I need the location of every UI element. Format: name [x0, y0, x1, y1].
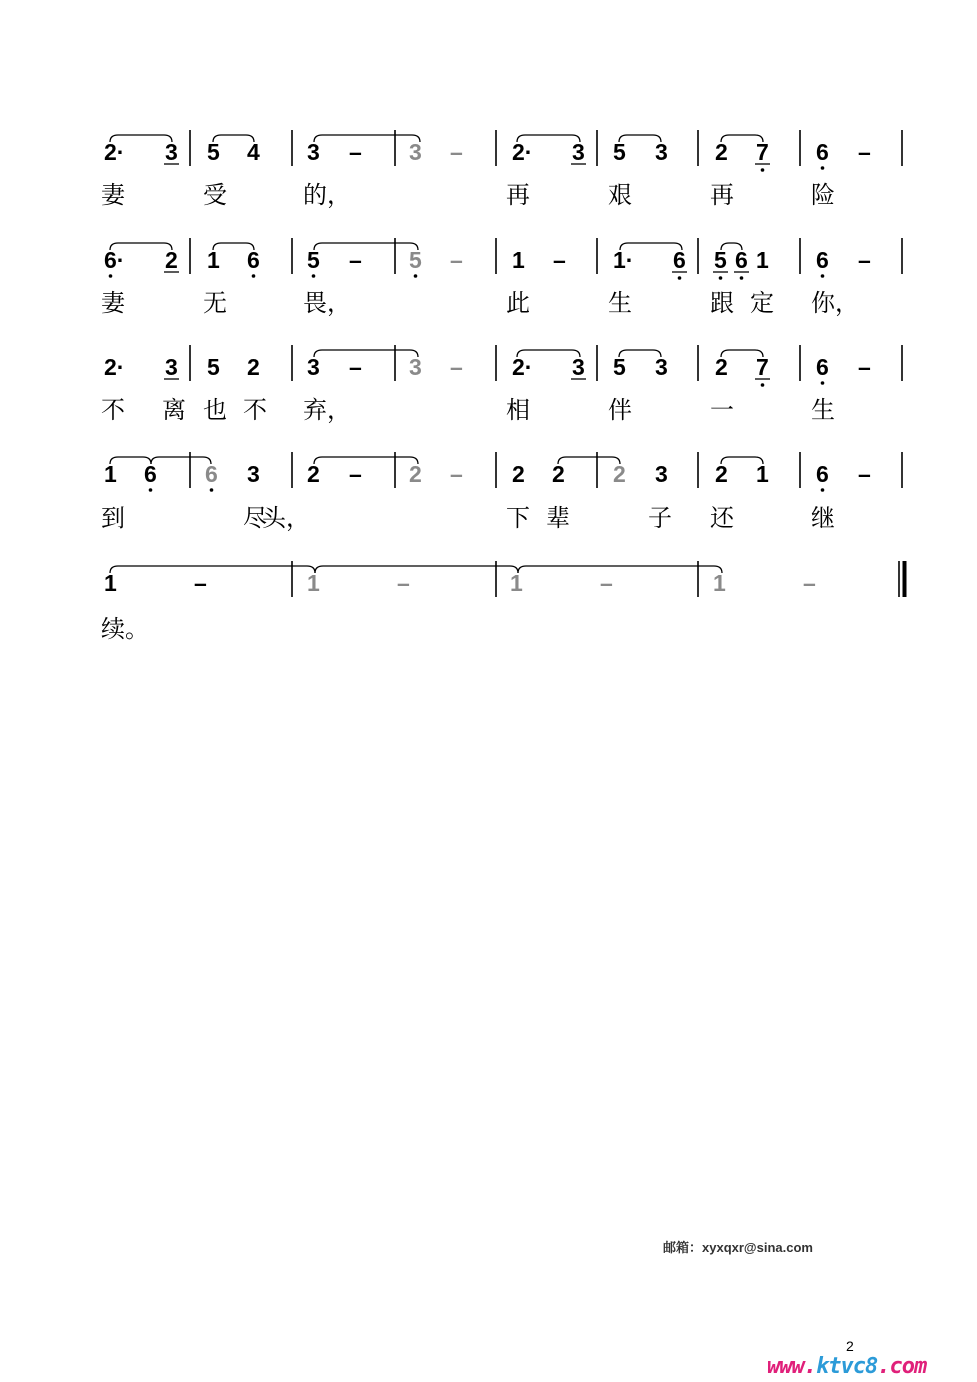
lower-octave-dot: [821, 274, 825, 278]
note: 2: [715, 461, 728, 487]
note: –: [397, 570, 410, 596]
slur-tie: [110, 566, 315, 573]
note: 1: [713, 570, 726, 596]
note: –: [600, 570, 613, 596]
lyric: 还: [710, 504, 734, 532]
lyric: 续。: [101, 615, 149, 643]
slur-tie: [558, 457, 620, 464]
lyric: 无: [203, 289, 227, 317]
note: 7: [756, 139, 769, 165]
lower-octave-dot: [821, 166, 825, 170]
lower-octave-dot: [761, 383, 765, 387]
slur-tie: [314, 135, 420, 142]
lyric: 也: [203, 396, 227, 424]
note: –: [450, 247, 463, 273]
note: –: [858, 139, 871, 165]
note: 6: [144, 461, 157, 487]
lyric: 跟: [710, 289, 734, 317]
note: –: [349, 354, 362, 380]
note: 5: [613, 354, 626, 380]
note: 5: [409, 247, 422, 273]
email-text: 邮箱：xyxqxr@sina.com: [663, 1240, 813, 1255]
note: –: [803, 570, 816, 596]
lower-octave-dot: [109, 274, 113, 278]
note: –: [858, 247, 871, 273]
note: 6·: [104, 247, 125, 273]
note: –: [553, 247, 566, 273]
note: 1·: [613, 247, 634, 273]
note: 7: [756, 354, 769, 380]
note: 1: [756, 461, 769, 487]
note: 3: [165, 354, 178, 380]
note: 3: [655, 461, 668, 487]
final-bar-thick: [903, 561, 907, 597]
lyric: 艰: [608, 181, 632, 209]
note: 5: [613, 139, 626, 165]
lower-octave-dot: [312, 274, 316, 278]
note: 3: [572, 139, 585, 165]
lyric: 妻: [101, 181, 125, 209]
note: 3: [165, 139, 178, 165]
lyric: 下: [506, 504, 530, 532]
lower-octave-dot: [252, 274, 256, 278]
site-watermark: [767, 1354, 926, 1379]
note: –: [349, 461, 362, 487]
note: 2: [247, 354, 260, 380]
note: 2: [715, 139, 728, 165]
note: 1: [207, 247, 220, 273]
note: 3: [655, 354, 668, 380]
watermark-site: ktvc8: [815, 1354, 878, 1379]
note: –: [450, 461, 463, 487]
note: 2: [307, 461, 320, 487]
lyric: 不: [243, 396, 267, 424]
lyric: 生: [811, 396, 835, 424]
lyric: 弃，: [303, 396, 351, 424]
lyric: 子: [648, 504, 672, 532]
slur-tie: [518, 566, 722, 573]
note: 6: [816, 461, 829, 487]
lyric: 继: [811, 504, 835, 532]
lyric: 再: [710, 181, 734, 209]
note: –: [858, 461, 871, 487]
slur-tie: [314, 243, 418, 250]
note: 3: [655, 139, 668, 165]
note: 6: [205, 461, 218, 487]
note: 2: [552, 461, 565, 487]
note: 1: [510, 570, 523, 596]
page-number: 2: [846, 1338, 854, 1354]
note: 3: [307, 354, 320, 380]
lyric: 头，: [262, 504, 310, 532]
note: 2: [613, 461, 626, 487]
note: 4: [247, 139, 260, 165]
lyric: 相: [506, 396, 530, 424]
lyric: 再: [506, 181, 530, 209]
lower-octave-dot: [761, 168, 765, 172]
lower-octave-dot: [740, 276, 744, 280]
lyric: 妻: [101, 289, 125, 317]
slur-tie: [314, 457, 418, 464]
note: 3: [409, 139, 422, 165]
note: 3: [572, 354, 585, 380]
lyric: 不: [101, 396, 125, 424]
note: 2: [165, 247, 178, 273]
lyric: 受: [203, 181, 227, 209]
note: 2·: [512, 354, 533, 380]
note: 5: [714, 247, 727, 273]
slur-tie: [315, 566, 518, 573]
lower-octave-dot: [414, 274, 418, 278]
lower-octave-dot: [719, 276, 723, 280]
note: 1: [104, 570, 117, 596]
lower-octave-dot: [821, 381, 825, 385]
lyric: 离: [162, 396, 186, 424]
note: 2: [409, 461, 422, 487]
note: 1: [307, 570, 320, 596]
lyric: 的，: [303, 181, 351, 209]
lower-octave-dot: [678, 276, 682, 280]
note: 2: [512, 461, 525, 487]
note: –: [450, 354, 463, 380]
lower-octave-dot: [821, 488, 825, 492]
note: 5: [207, 354, 220, 380]
note: 6: [247, 247, 260, 273]
note: 6: [816, 139, 829, 165]
note: 2: [715, 354, 728, 380]
note: 6: [816, 247, 829, 273]
lyric: 伴: [608, 396, 632, 424]
note: 1: [104, 461, 117, 487]
lyric: 畏，: [303, 289, 351, 317]
lyric: 一: [710, 396, 734, 424]
note: –: [450, 139, 463, 165]
note: 6: [816, 354, 829, 380]
lyric: 你，: [811, 289, 859, 317]
note: –: [349, 139, 362, 165]
lyric: 此: [506, 289, 530, 317]
note: 3: [247, 461, 260, 487]
note: 2·: [104, 354, 125, 380]
note: 1: [512, 247, 525, 273]
lower-octave-dot: [210, 488, 214, 492]
note: 6: [673, 247, 686, 273]
note: 1: [756, 247, 769, 273]
slur-tie: [151, 457, 211, 464]
watermark-prefix: www.: [767, 1354, 816, 1379]
note: 3: [409, 354, 422, 380]
lyric: 辈: [546, 504, 570, 532]
note: 2·: [104, 139, 125, 165]
note: 3: [307, 139, 320, 165]
lower-octave-dot: [149, 488, 153, 492]
note: –: [349, 247, 362, 273]
note: 2·: [512, 139, 533, 165]
lyric: 险: [811, 181, 835, 209]
watermark-suffix: .com: [877, 1354, 927, 1379]
note: –: [858, 354, 871, 380]
note: 5: [207, 139, 220, 165]
note: –: [194, 570, 207, 596]
lyric: 到: [101, 504, 125, 532]
slur-tie: [314, 350, 418, 357]
note: 6: [735, 247, 748, 273]
lyric: 生: [608, 289, 632, 317]
lyric: 定: [750, 289, 774, 317]
note: 5: [307, 247, 320, 273]
lyric: 尽: [243, 504, 267, 532]
